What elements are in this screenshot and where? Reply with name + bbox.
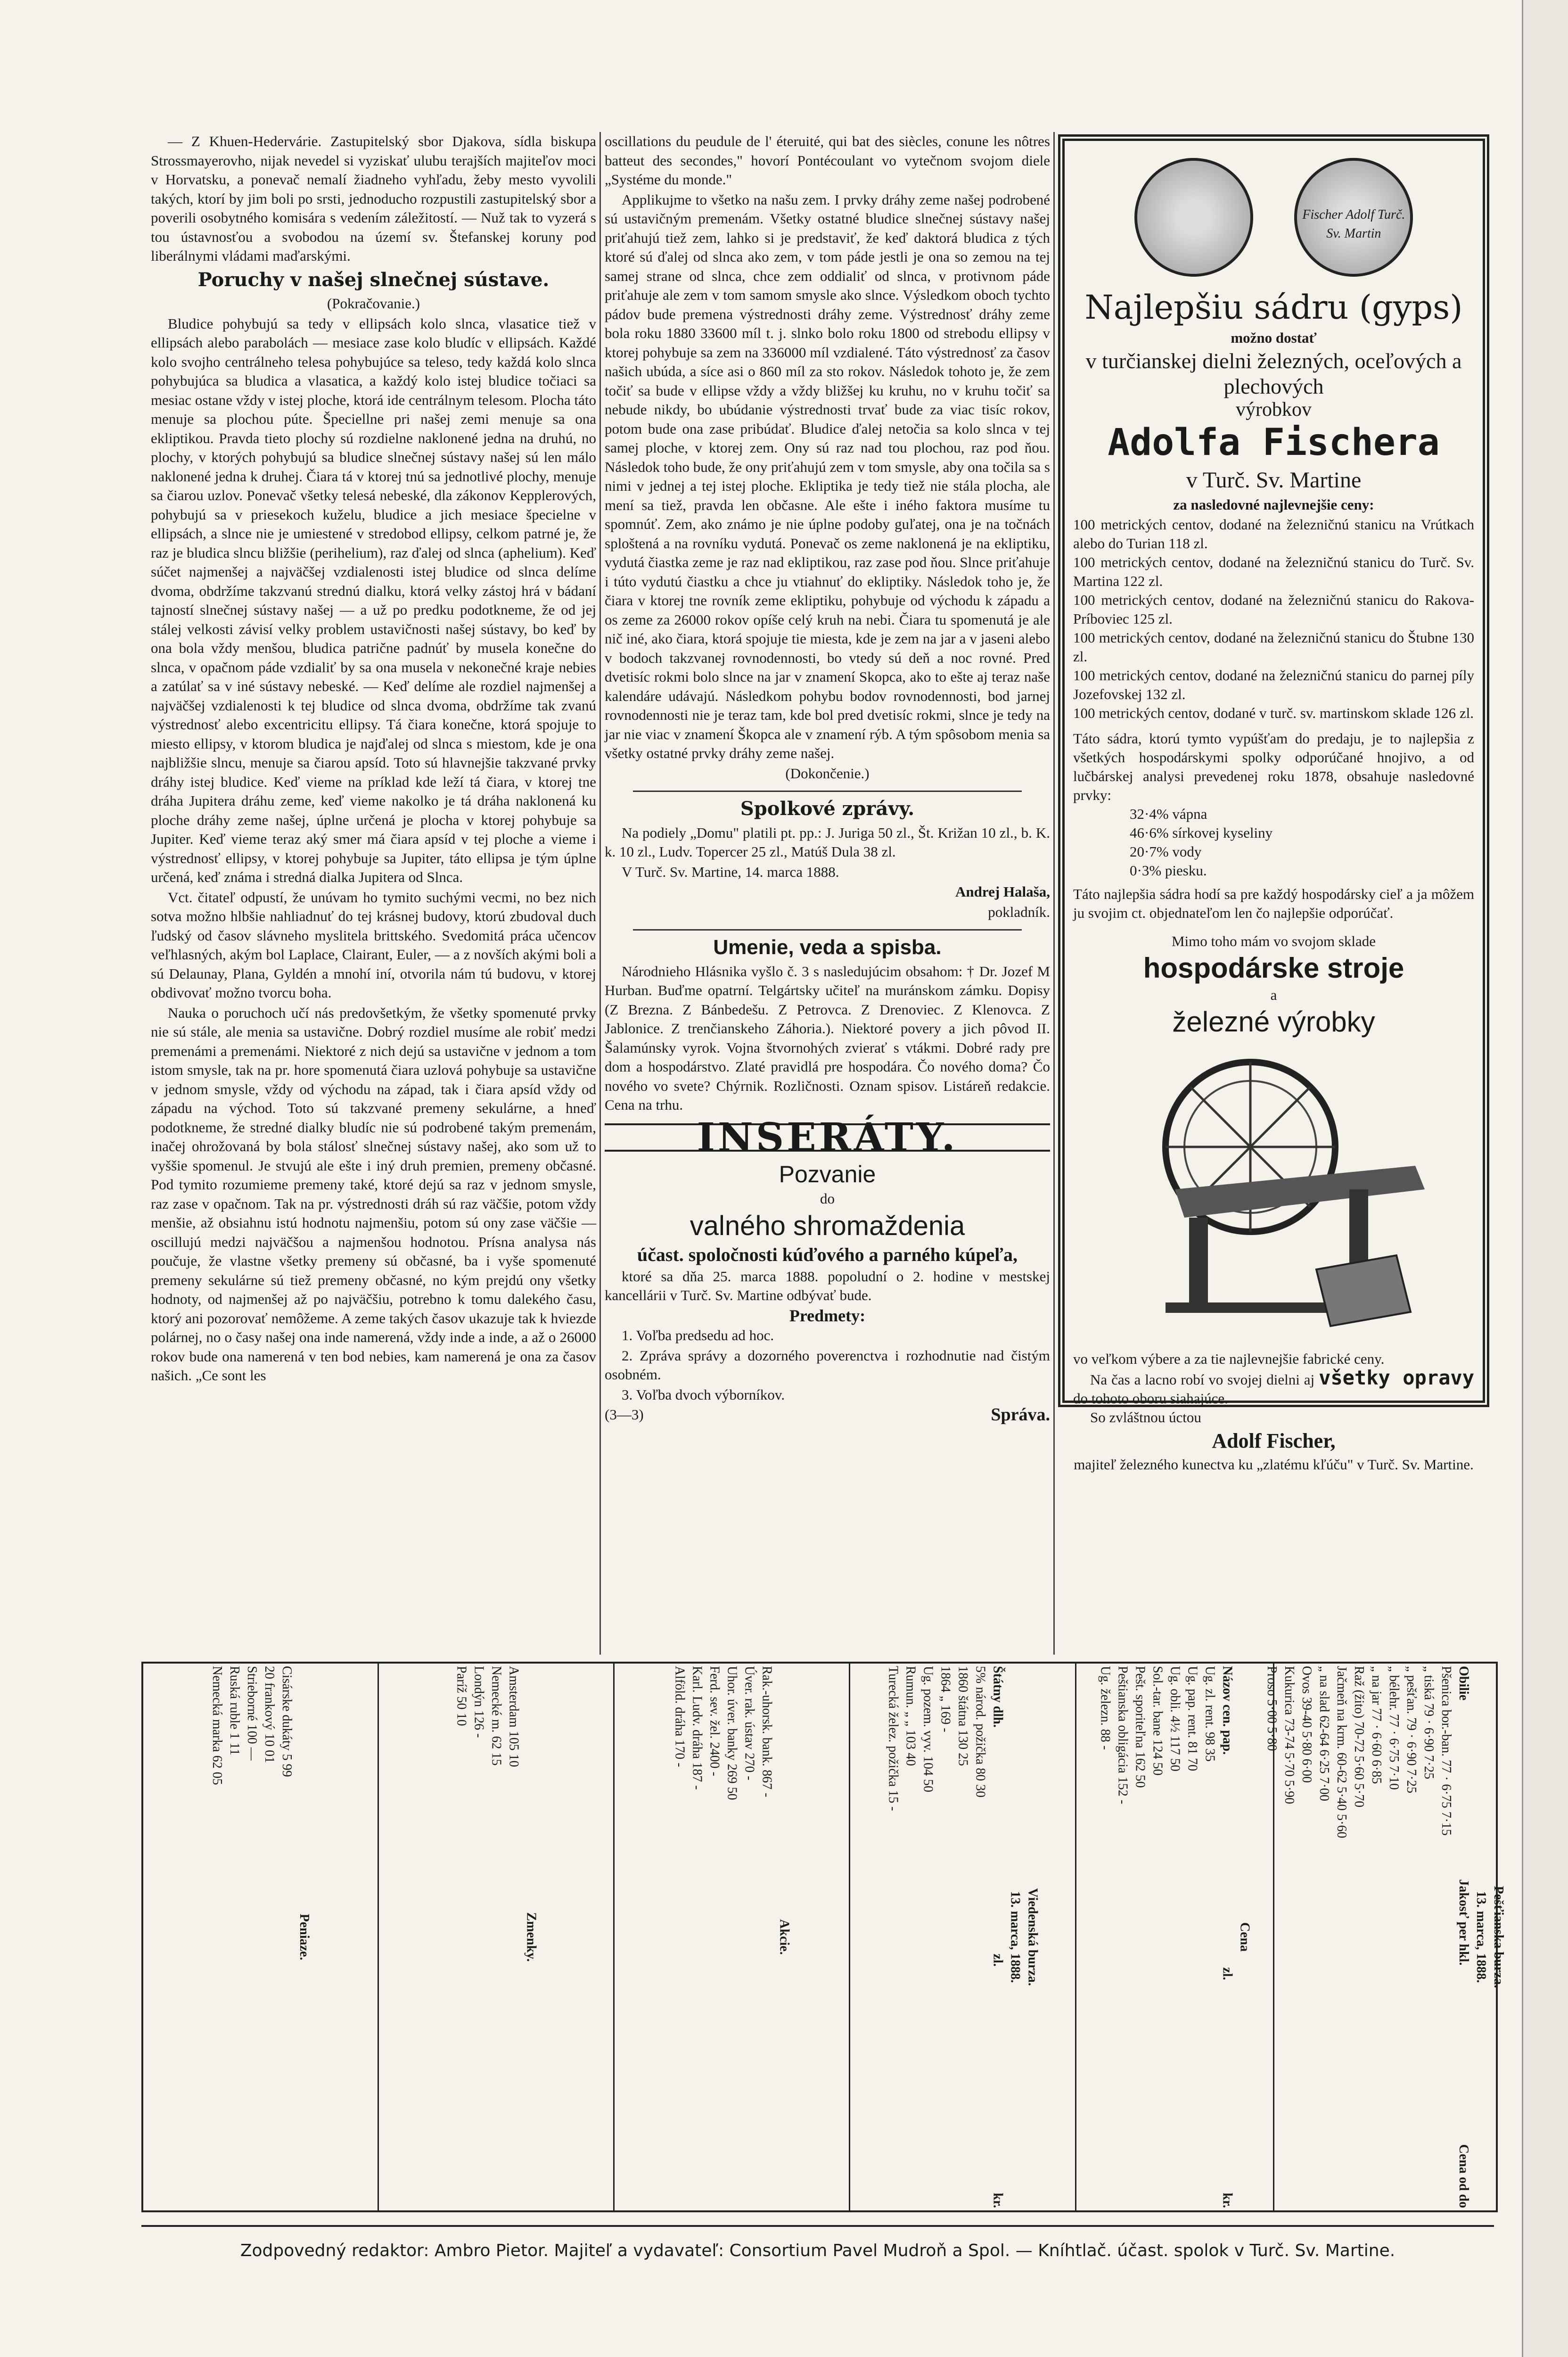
price-item: 100 metrických centov, dodané na železničnú stanicu na Vrútkach alebo do Turian 118 zl.: [1073, 516, 1474, 552]
invite-do: do: [820, 1190, 835, 1207]
price-item: 100 metrických centov, dodané na železničnú stanicu do parnej píly Jozefovskej 132 zl.: [1073, 667, 1474, 702]
imprint-footer: Zodpovedný redaktor: Ambro Pietor. Majiteľ a vydavateľ: Consortium Pavel Mudroň a Spol. — Kníhtlač. účast. spolok v Turč. Sv. Martine.: [141, 2225, 1494, 2260]
article-paragraph: Nauka o poruchoch učí nás predovšetkým, že všetky spomenuté prvky nie sú stále, ale menia sa ustavične. Dobrý rozdiel musíme ale robiť medzi premenámi a premenámi. Niektoré z nich dejú sa ustavične v jednom a tom istom smysle, tak na pr. hore spomenutá čiara uzlová pohybuje sa ustavične v jednom smysle, vždy od východu na západ, tak i čiara apsíd vždy od západu na východ. Toto sú takzvané premeny sekulárne, a hneď podotkneme, že stredné dialky bludíc nie sú podrobené takým premenám, inačej ohrožovaná by bola stálosť slnečnej sústavy našej, ako som už to vyššie spomenul. Je stvujú ale ešte i iný druh premien, premeny občasné. Pod tymito rozumieme premeny také, ktoré dejú sa raz v jednom smysle, raz zase v opačnom. Tak na pr. výstrednosti dráh sú raz väčšie, potom vždy menšie, až obsiahnu istú hodnotu najmenšiu, potom sú ony zase väčšie — oscillujú medzi najväčšou a najmenšou hodnotou. Prísna analysa nás poučuje, že vlastne všetky premeny sú občasné, ba i vyše spomenuté premeny sekulárne sú tiež premeny občasné, no kým prejdú ony všetky hodnoty, od najmenšej až po najväčšiu, potrebno k tomu dalekého času, ktorý ani pozorovať nemôžeme. A zeme takých časov ukazuje tak k hviezde polárnej, no o časy našej ona inde namerená, vždy inde a inde, a až o 26000 rokov bude ona namerená v ten bod nebies, kam namerená je ona za časov našich. „Ce sont les: [151, 1004, 596, 1384]
table-title: Zmenky.: [524, 1912, 538, 1962]
col-header: Štátny dlh.: [990, 1666, 1005, 1728]
table-vienna: [850, 1664, 1076, 2210]
agenda-item: 2. Zpráva správy a dozorného poverenctva i rozhodnutie nad čistým osobném.: [605, 1347, 1050, 1383]
arts-heading: Umenie, veda a spisba.: [713, 936, 942, 959]
col-header: Obilie: [1456, 1666, 1471, 1701]
fischer-advertisement: [1058, 134, 1489, 1473]
repairs-post: do tohoto oboru siahajúce.: [1073, 1390, 1228, 1407]
company-seal: [1294, 158, 1413, 277]
club-place: V Turč. Sv. Martine, 14. marca 1888.: [622, 863, 839, 880]
article-paragraph: oscillations du peudule de l' éteruité, qui bat des siècles, conune les nôtres batteut des secondes," hovorí Pontécoulant vo vytečnom svojom diele „Systéme du monde.": [605, 133, 1050, 188]
agenda-item: 3. Voľba dvoch výborníkov.: [622, 1386, 785, 1403]
col-header: Jakosť per hkl.: [1456, 1879, 1471, 1966]
repairs-highlight: všetky opravy: [1319, 1366, 1474, 1389]
column-1: [151, 132, 596, 1386]
ad-signature: Adolf Fischer,: [1212, 1429, 1336, 1452]
divider: [633, 929, 1022, 931]
table-title: Pešťianska burza.: [1491, 1886, 1506, 1988]
repairs-pre: Na čas a lacno robí vo svojej dielni aj: [1090, 1371, 1315, 1388]
club-heading: Spolkové zprávy.: [740, 798, 915, 820]
divider: [633, 791, 1022, 792]
table-title: Cena: [1237, 1922, 1252, 1952]
table-row: Ovos 39-40 5·80 6·00: [1299, 1666, 1314, 1783]
price-item: 100 metrických centov, dodané na železničnú stanicu do Rakova-Príboviec 125 zl.: [1073, 592, 1474, 627]
table-row: Uhor. úver. banky 269 50: [724, 1666, 739, 1800]
table-row: 1860 štátna 130 25: [955, 1666, 970, 1766]
table-row: Jačmeň na krm. 60-62 5·40 5·60: [1334, 1666, 1349, 1838]
medal-image: [1134, 158, 1253, 277]
column-divider: [1053, 132, 1055, 1655]
table-row: „ na jar 77 · 6·60 6·85: [1369, 1666, 1384, 1784]
table-title: Peniaze.: [296, 1913, 312, 1961]
table-row: Rumun. „ „ 103 40: [903, 1666, 918, 1766]
price-item: 100 metrických centov, dodané na železničnú stanicu do Štubne 130 zl.: [1073, 629, 1474, 665]
table-row: Raž (žito) 70-72 5·60 5·70: [1352, 1666, 1366, 1808]
club-text: Na podiely „Domu" platili pt. pp.: J. Juriga 50 zl., Št. Križan 10 zl., b. K. k. 10 zl., Ludv. Topercer 25 zl., Matúš Dula 38 zl.: [605, 824, 1050, 860]
ad-place: v Turč. Sv. Martine: [1186, 468, 1362, 493]
regards: So zvláštnou úctou: [1090, 1409, 1201, 1426]
issue-marker: (3—3): [605, 1406, 644, 1423]
price-item: 100 metrických centov, dodané v turč. sv. martinskom sklade 126 zl.: [1073, 705, 1474, 721]
table-row: „ pešťan. 79 · 6·90 7·25: [1404, 1666, 1419, 1794]
table-subtitle: 13. marca, 1888.: [1474, 1891, 1488, 1983]
table-row: Kukurica 73-74 5·70 5·90: [1282, 1666, 1297, 1805]
table-row: Proso 5·00 5·80: [1264, 1666, 1279, 1751]
table-row: „ tiská 79 · 6·90 7·25: [1421, 1666, 1436, 1780]
table-row: Ug. zl. rent. 98 35: [1202, 1666, 1217, 1762]
table-row: Ug. pozem. vyv. 104 50: [920, 1666, 935, 1793]
table-row: Ruská ruble 1 11: [227, 1666, 242, 1755]
article-paragraph: Applikujme to všetko na našu zem. I prvky dráhy zeme našej podrobené sú ustavičným premenám. Všetky ostatné bludice slnečnej sústavy našej priťahujú tiež zem, lahko si je predstaviť, že keď daktorá bludica z tých ktoré sú ďalej od slnca ako zem, v tom páde jestli je ona so zemou na tej samej strane od slnca, chce zem oddialiť od slnca, v protivnom páde priťahuje ale zem v tom samom smysle ako slnce. Výsledkom oboch tychto pádov bude premena výstrednosti dráhy zeme. Výstrednosť dráhy zeme bola roku 1880 33600 míl t. j. slnko bolo roku 1800 od strebodu ellipsy v ktorej pohybuje sa zem na 336000 míl vzdialené. Táto výstrednosť za časov našich ubúda, a síce asi o 860 míl za sto rokov. Následok tohoto je, že zem točiť sa bude v ellipse vždy a vždy bližšej ku kruhu, no v kruhu točiť sa nebude nikdy, bo ubúdanie výstrednosti trvať bude za viac tisíc rokov, potom bude ona zase pribúdať. Bludice ďalej netočia sa kolo slnca v tej samej ploche, v ktorej zem. Ony sú raz nad tou plochou, raz pod ňou. Následok toho bude, že ony priťahujú zem v tom smysle, aby ona točila sa s nimi v jednej a tej istej ploche. Ekliptika je tedy tiež nie stála plocha, ale mení sa tiež, pravda len občasne. Ale ešte i iného faktora musíme tu spomnúť. Zem, ako známo je nie úplne podoby guľatej, ona je na točnách sploštená a na rovníku vydutá. Ponevač os zeme naklonená je na ekliptiku, vydutá čiastka zeme je raz nad ekliptikou, raz zase pod ňou. Slnce priťahuje i túto vydutú čiastku a chce ju vtiahnuť do ekliptiky. Následok toho je, že čiara v ktorej tne rovník zeme ekliptiku, pohybuje od východu k západu a os zeme za 26000 rokov opíše celý kruh na nebi. Čiara tu spomenutá je ale nič iné, ako čiara, ktorá spojuje tie miesta, kde je zem na jar a v jaseni alebo v bodoch takzvanej rovnodennosti, bo vtedy sú deň a noc rovné. Pred dvetisíc rokmi bolo slnce na jar v znamení Skopca, ako to ešte aj teraz naše kalendáre udávajú. Následkom pohybu bodov rovnodennosti, bod jarnej rovnodennosti nie je teraz tam, kde bol pred dvetisíc rokmi, slnce je tedy na jar nie viac v znamení Škopca ale v znamení rýb. A tým spôsobom menia sa všetky ostatné prvky dráhy zeme našej.: [605, 191, 1050, 761]
table-title: Akcie.: [777, 1919, 791, 1955]
table-row: „ na slad 62-64 6·25 7·00: [1317, 1666, 1331, 1801]
table-row: Pšenica bor.-ban. 77 · 6·75 7·15: [1439, 1666, 1453, 1836]
table-row: Turecká želez. požička 15 -: [886, 1666, 900, 1811]
ad-name: Adolfa Fischera: [1108, 421, 1440, 464]
table-row: Ferd. sev. žel. 2400 -: [707, 1666, 722, 1776]
col-header: zl.: [1220, 1967, 1234, 1980]
table-row: Amsterdam 105 10: [506, 1666, 521, 1767]
ad-line: výrobkov: [1236, 399, 1312, 420]
table-bills: [379, 1664, 615, 2210]
invite-title: Pozvanie: [779, 1161, 876, 1187]
table-row: Karl. Ludv. dráha 187 -: [690, 1666, 704, 1790]
table-pest: [1264, 1664, 1506, 2210]
club-role: pokladník.: [988, 903, 1050, 920]
table-row: Alföld. dráha 170 -: [672, 1666, 687, 1767]
market-tables: [141, 1662, 1506, 2212]
table-row: Londýn 126 -: [471, 1666, 486, 1738]
table-shares: [615, 1664, 850, 2210]
article-end: (Dokončenie.): [785, 765, 870, 782]
agenda-title: Predmety:: [789, 1306, 866, 1325]
ad-headline: Najlepšiu sádru (gyps): [1084, 288, 1463, 327]
column-divider: [599, 132, 601, 1655]
tools-and: a: [1270, 987, 1277, 1003]
invite-signature: Správa.: [991, 1405, 1050, 1425]
analysis-intro: Táto sádra, ktorú tymto vypúšťam do predaju, je to najlepšia z všetkých hospodárskymi spolky odporúčané hnojivo, a od lučbárskej analysi prevedenej roku 1878, obsahuje nasledovné prvky:: [1073, 730, 1474, 803]
article-subheading: (Pokračovanie.): [327, 295, 420, 312]
article-paragraph: Vct. čitateľ odpustí, že unúvam ho tymito suchými vecmi, no bez nich sotva možno hlbšie nahliadnuť do tej krásnej budovy, ktorú zbudoval duch ľudský od časov slávneho myslitela brittského. Svedomitá práca učencov veľhlasných, akým bol Laplace, Clairant, Euler, — a z novších akými boli a sú Delaunay, Plana, Gyldén a mnohí iní, otvorila nám tú budovu, v ktorej obdivovať možno tvorcu boha.: [151, 889, 596, 1001]
analysis-item: 20·7% vody: [1130, 843, 1202, 860]
table-row: Paríž 50 10: [454, 1666, 468, 1726]
table-row: Sol.-tar. bane 124 50: [1150, 1666, 1165, 1776]
ad-line: možno dostať: [1231, 330, 1317, 346]
col-header: kr.: [1220, 2192, 1234, 2208]
table-row: Nemecká marka 62 05: [209, 1666, 224, 1785]
inseraty-heading: INSERÁTY.: [605, 1123, 1050, 1152]
table-row: „ bélehr. 77 · 6·75 7·10: [1387, 1666, 1401, 1790]
table-row: Rak.-uhorsk. bank. 867 -: [759, 1666, 774, 1797]
table-row: Cisárske dukáty 5 99: [279, 1666, 294, 1777]
ad-line: v turčianskej dielni železných, oceľových a plechových: [1085, 349, 1462, 398]
table-row: 1864 „ 169 -: [938, 1666, 952, 1732]
table-row: Ug. železn. 88 -: [1098, 1666, 1112, 1750]
column-2: [605, 132, 1050, 1425]
table-row: Nemecké m. 62 15: [489, 1666, 503, 1766]
col-header: Cena od do: [1456, 2144, 1471, 2208]
prices-title: za nasledovné najlevnejšie ceny:: [1173, 496, 1374, 513]
page-edge: [1522, 0, 1568, 2357]
analysis-item: 0·3% piesku.: [1130, 862, 1207, 879]
table-row: 5% národ. požička 80 30: [973, 1666, 987, 1798]
stock-line: Mimo toho mám vo svojom sklade: [1171, 933, 1376, 949]
col-header: kr.: [990, 2192, 1005, 2208]
club-signature: Andrej Halaša,: [955, 883, 1050, 900]
arts-text: Národnieho Hlásnika vyšlo č. 3 s nasledujúcim obsahom: † Dr. Jozef M Hurban. Buďme opatrní. Telgártsky učiteľ na muránskom zámku. Dopisy (Z Brezna. Z Bánbedešu. Z Petrovca. Z Drenoviec. Z Klenovca. Z Jablonice. Z trenčianskeho Záhoria.). Niektoré povery a jich pôvod II. Šalamúnsky vyrok. Vojna štvornohých zvierať s vtákmi. Dobré rady pre dom a hospodárstvo. Zlaté pravidlá pre hospodára. Čo nového doma? Čo nového vo svete? Chýrnik. Rozličnosti. Oznam spisov. Listáreň redakcie. Cena na trhu.: [605, 963, 1050, 1113]
col-header: zl.: [990, 1953, 1005, 1967]
iron-products-heading: železné výrobky: [1172, 1006, 1375, 1038]
seal-text: Fischer Adolf Turč. Sv. Martin: [1302, 207, 1405, 241]
ad-signature-role: majiteľ železného kunectva ku „zlatému kľúču" v Turč. Sv. Martine.: [1074, 1456, 1474, 1473]
table-securities: [1076, 1664, 1274, 2210]
tools-heading: hospodárske stroje: [1143, 952, 1404, 984]
table-row: Pešt. sporiteľna 162 50: [1133, 1666, 1147, 1788]
invite-company: účast. spoločnosti kúďového a parného kúpeľa,: [637, 1244, 1018, 1265]
table-row: 20 frankový 10 01: [262, 1666, 277, 1764]
recommendation: Táto najlepšia sádra hodí sa pre každý hospodársky cieľ a ja môžem ju svojim ct. objednateľom len čo najlepšie odporúčať.: [1073, 886, 1474, 921]
table-row: Ug. pap. rent. 81 70: [1185, 1666, 1199, 1772]
col-header: Názov cen. pap.: [1220, 1666, 1234, 1755]
analysis-item: 32·4% vápna: [1130, 806, 1207, 822]
news-item: — Z Khuen-Hedervárie. Zastupitelský sbor Djakova, sídla biskupa Strossmayerovho, nijak nevedel si vyziskať ulubu terajších majiteľov moci v Horvatsku, a ponevač nemalí žiadneho vyhľadu, žeby mesto vyvolili takých, ktorí by jim boli po srsti, jednoducho rozpustili zastupitelský sbor a poverili osobytného komisára s vedením záležitostí. — Nuž tak to vyzerá s tou ústavnosťou a svobodou na území sv. Štefanskej koruny pod liberálnymi vládami maďarskými.: [151, 133, 596, 264]
invite-text: ktoré sa dňa 25. marca 1888. popoludní o 2. hodine v mestskej kancellárii v Turč. Sv. Martine odbývať bude.: [605, 1268, 1050, 1303]
table-row: Ug. obli. 4½ 117 50: [1167, 1666, 1182, 1772]
article-paragraph: Bludice pohybujú sa tedy v ellipsách kolo slnca, vlasatice tiež v ellipsách alebo parabolách — mesiace zase kolo bludíc v ellipsách. Každé kolo svojho centrálneho telesa pohybujúce sa teleso, tedy každá kolo slnca pohybujúca sa bludica a vlasatica, a každý kolo istej bludice točiaci sa mesiac ostane vždy v istej ploche, ktorá ide centrálnym telesom. Plocha táto menuje sa plochou púte. Špeciellne pri našej zemi menuje sa ona ekliptikou. Pravda tieto plochy sú rozdielne naklonené jedna na druhú, no plochy, v ktorých pohybujú sa bludice slnečnej sústavy našej sú len málo naklonené jedna k druhej. Čiara tá v ktorej tnú sa jednotlivé plochy, menuje sa čiarou uzlov. Ponevač všetky telesá nebeské, dla zákonov Kepplerových, pohybujú sa v priesekoch kuželu, bludice a jich mesiace špecielne v ellipsách, a slnce nie je umiestené v stredobod ellipsy, celkom patrné je, že raz je bludica slncu bližšie (perihelium), raz ďalej od slnca (aphelium). Keď súčet najmenšej a najväčšej vzdialenosti istej bludice od slnca delíme dvoma, obdržíme takzvanú strednú dialku, ktorá velky zástoj hrá v bádaní tajností slnečnej sústavy našej — a už po predku podotkneme, že od jej stálej velkosti závisí velky problem ustavičnosti našej sústavy, bo keď by ona bola vždy menšou, bludica patrične padnúť by musela konečne do slnca, v opačnom páde vzdialiť by sa ona musela v nekonečné kraje nebies a zatúlať sa v iné sústavy nebeské. — Keď delíme ale rozdiel najmenšej a najväčšej vzdialenosti k tej bludice od slnca dvoma, obdržíme tak zvanú výstrednosť alebo excentricitu ellipsy. Tá čiara konečne, ktorá spojuje to miesto ellipsy, v ktorom bludica je najďalej od slnca s miestom, kde je ona najbližšie slncu, menuje sa čiarou apsíd. Toto sú hlavnejšie takzvané prvky dráhy istej bludice. Keď vieme na príklad kde leží tá čiara, v ktorej tne dráha Jupitera dráhu zeme, keď vieme nakolko je tá dráha naklonená ku ploche dráhy zeme našej, úplne určená je plocha v ktorej pohybuje sa Jupiter. Keď vieme teraz aký smer má čiara apsíd v tej ploche a vieme i výstrednosť ellipsy, v ktorej pohybuje sa Jupiter, táto ellipsa je tým úplne určená, keď známa i stredná dialka Jupitera od Slnca.: [151, 315, 596, 885]
table-subtitle: 13. marca, 1888.: [1008, 1891, 1022, 1983]
table-money: [143, 1664, 379, 2210]
choice-text: vo veľkom výbere a za tie najlevnejšie fabrické ceny.: [1073, 1351, 1385, 1367]
analysis-item: 46·6% sírkovej kyseliny: [1130, 824, 1273, 841]
machine-illustration: [1104, 1048, 1444, 1340]
article-heading: Poruchy v našej slnečnej sústave.: [197, 268, 550, 291]
table-row: Úver. rak. ústav 270 -: [742, 1666, 756, 1780]
table-row: Strieborné 100 —: [244, 1666, 259, 1761]
price-item: 100 metrických centov, dodané na železničnú stanicu do Turč. Sv. Martina 122 zl.: [1073, 554, 1474, 589]
table-title: Viedenská burza.: [1025, 1888, 1040, 1986]
invite-assembly: valného shromaždenia: [690, 1210, 965, 1241]
agenda-item: 1. Voľba predsedu ad hoc.: [622, 1327, 774, 1343]
table-row: Peštianska obligácia 152 -: [1115, 1666, 1130, 1805]
